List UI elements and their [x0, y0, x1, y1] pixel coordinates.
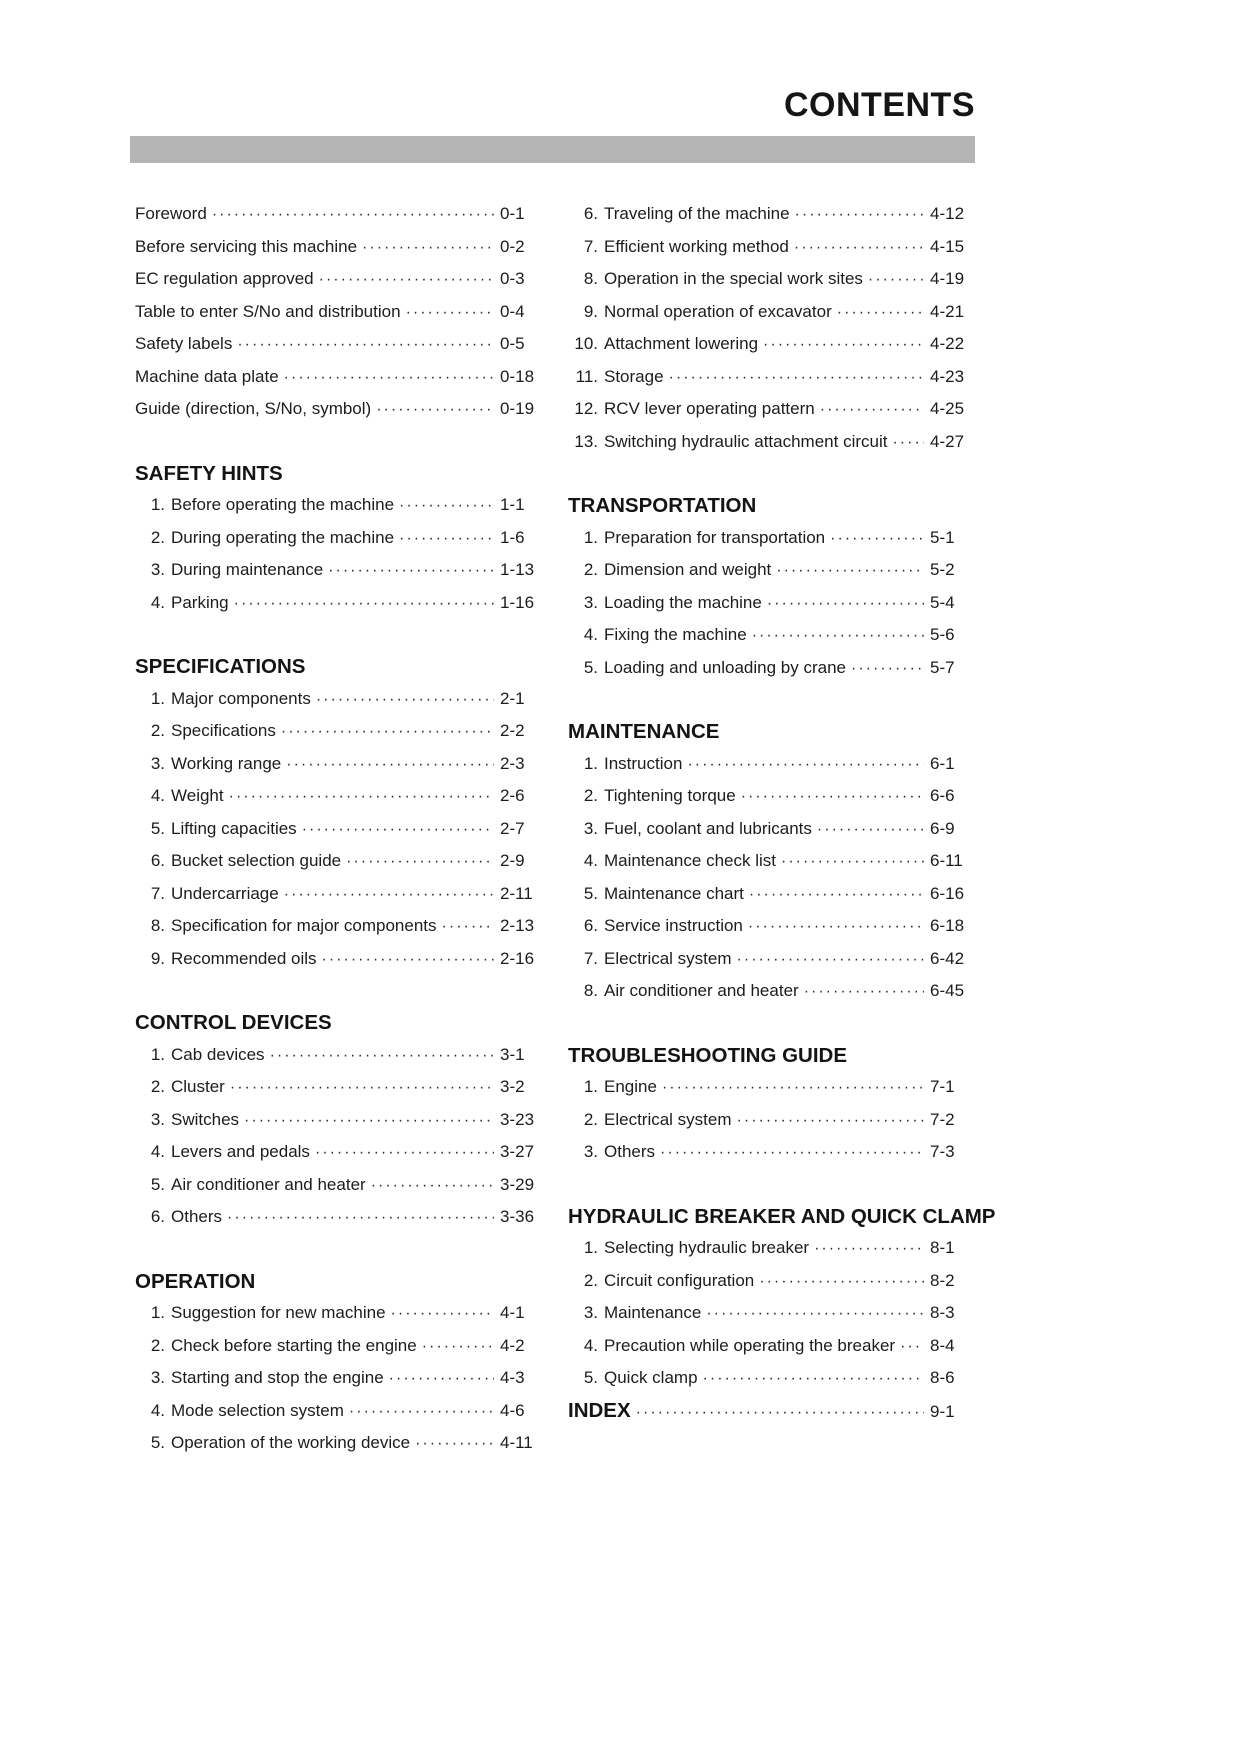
toc-entry-page: 2-2 [500, 721, 525, 740]
toc-entry-page: 0-2 [500, 236, 525, 256]
toc-entry-page: 3-27 [500, 1142, 535, 1161]
toc-section [135, 198, 540, 426]
section-heading: SPECIFICATIONS [135, 655, 306, 678]
toc-entry-label: 4. Levers and pedals [150, 1142, 310, 1161]
dot-leader [316, 683, 494, 716]
toc-entry [568, 1265, 970, 1298]
toc-section [568, 198, 970, 458]
toc-entry-page: 2-1 [500, 688, 525, 708]
toc-entry [568, 587, 970, 620]
dot-leader [389, 1362, 494, 1395]
toc-entry [568, 1232, 970, 1265]
dot-leader [270, 1039, 494, 1072]
toc-entry [135, 489, 540, 522]
section-heading: TRANSPORTATION [568, 494, 757, 517]
toc-section [135, 458, 540, 620]
toc-entry-page: 0-1 [500, 204, 525, 223]
toc-entry-page: 0-4 [500, 301, 525, 321]
dot-leader [741, 780, 924, 813]
section-heading: CONTROL DEVICES [135, 1011, 332, 1034]
toc-entry-page: 8-1 [930, 1238, 955, 1257]
toc-column-left [135, 198, 540, 1460]
dot-leader [763, 328, 924, 361]
toc-entry-label: 7. Efficient working method [583, 236, 789, 256]
toc-section [568, 1040, 970, 1169]
toc-entry-page: 4-12 [930, 204, 965, 223]
dot-leader [636, 1396, 924, 1429]
toc-entry [568, 198, 970, 231]
toc-entry-page: 5-1 [930, 527, 955, 547]
toc-entry [568, 910, 970, 943]
toc-entry-label: 2. Tightening torque [583, 786, 736, 805]
toc-entry-page: 8-2 [930, 1270, 955, 1290]
dot-leader [749, 878, 924, 911]
toc-entry-label: 6. Service instruction [583, 916, 743, 935]
toc-entry-label: 3. Loading the machine [583, 592, 762, 612]
toc-entry [135, 748, 540, 781]
toc-entry-page: 5-6 [930, 625, 955, 644]
toc-entry-page: 1-13 [500, 560, 535, 579]
toc-entry-page: 7-2 [930, 1109, 955, 1129]
toc-entry [568, 426, 970, 459]
toc-entry [568, 263, 970, 296]
toc-entry [135, 296, 540, 329]
toc-entry-label: 6. Others [150, 1207, 223, 1226]
dot-leader [767, 587, 924, 620]
section-heading: TROUBLESHOOTING GUIDE [568, 1043, 848, 1067]
toc-entry [135, 1362, 540, 1395]
toc-entry-label: 1. Preparation for transportation [583, 527, 826, 547]
toc-entry-label: 9. Recommended oils [150, 948, 317, 968]
toc-entry-page: 0-5 [500, 334, 525, 353]
dot-leader [284, 878, 494, 911]
toc-entry-label: EC regulation approved [135, 269, 314, 288]
toc-entry [135, 587, 540, 620]
toc-entry [568, 1136, 970, 1169]
toc-entry-label: 3. Maintenance [583, 1303, 702, 1322]
toc-entry [135, 1104, 540, 1137]
dot-leader [814, 1232, 924, 1265]
section-heading: MAINTENANCE [568, 720, 720, 743]
toc-section [568, 490, 970, 684]
toc-entry-label: 5. Maintenance chart [583, 883, 744, 903]
dot-leader [837, 296, 924, 329]
toc-entry [135, 780, 540, 813]
toc-entry-page: 6-11 [930, 851, 963, 870]
toc-entry-page: 4-27 [930, 431, 965, 451]
toc-entry [568, 652, 970, 685]
toc-entry-page: 6-1 [930, 753, 955, 773]
toc-section [568, 1395, 970, 1429]
toc-entry [568, 943, 970, 976]
toc-entry-page: 9-1 [930, 1401, 955, 1421]
toc-entry [135, 1395, 540, 1428]
toc-entry-label: 1. Cab devices [150, 1044, 265, 1064]
toc-entry-label: 1. Engine [583, 1077, 657, 1096]
toc-entry-page: 5-7 [930, 657, 955, 677]
toc-entry [135, 263, 540, 296]
toc-entry-page: 0-3 [500, 269, 525, 288]
dot-leader [212, 198, 494, 231]
toc-entry [135, 683, 540, 716]
dot-leader [315, 1136, 494, 1169]
toc-section [135, 1266, 540, 1460]
toc-entry-page: 3-29 [500, 1174, 535, 1194]
dot-leader [349, 1395, 494, 1428]
toc-entry-label: 2. Dimension and weight [583, 560, 772, 579]
toc-entry-page: 1-16 [500, 592, 535, 612]
toc-entry-page: 2-13 [500, 916, 535, 935]
toc-entry [135, 910, 540, 943]
toc-entry-page: 6-9 [930, 818, 955, 838]
dot-leader [892, 426, 924, 459]
toc-entry-page: 1-1 [500, 495, 525, 514]
toc-section [135, 1007, 540, 1234]
toc-entry-page: 6-42 [930, 948, 965, 968]
toc-entry-page: 7-1 [930, 1077, 955, 1096]
toc-entry-page: 4-23 [930, 366, 965, 386]
toc-entry-label: 3. Starting and stop the engine [150, 1368, 384, 1387]
toc-entry-page: 2-11 [500, 883, 533, 903]
toc-entry [135, 393, 540, 426]
toc-section [135, 651, 540, 975]
dot-leader [281, 715, 494, 748]
dot-leader [737, 1104, 924, 1137]
dot-leader [752, 619, 924, 652]
toc-entry [568, 975, 970, 1008]
dot-leader [737, 943, 924, 976]
dot-leader [346, 845, 494, 878]
toc-entry-page: 1-6 [500, 527, 525, 547]
toc-entry [568, 296, 970, 329]
toc-entry-page: 4-1 [500, 1303, 525, 1322]
toc-entry [135, 1039, 540, 1072]
toc-entry-label: 8. Specification for major components [150, 916, 437, 935]
toc-entry [568, 878, 970, 911]
toc-entry-label: 1. Before operating the machine [150, 495, 395, 514]
toc-entry-label: 5. Lifting capacities [150, 818, 297, 838]
toc-entry-page: 2-6 [500, 786, 525, 805]
toc-entry-page: 2-7 [500, 818, 525, 838]
toc-entry-label: 4. Maintenance check list [583, 851, 776, 870]
toc-entry-page: 8-3 [930, 1303, 955, 1322]
toc-entry-label: 2. Check before starting the engine [150, 1335, 417, 1355]
toc-entry-page: 5-2 [930, 560, 955, 579]
toc-entry [135, 554, 540, 587]
dot-leader [399, 489, 494, 522]
toc-entry-label: 4. Parking [150, 592, 229, 612]
toc-entry [135, 1330, 540, 1363]
toc-entry-page: 3-2 [500, 1077, 525, 1096]
toc-entry-label: Before servicing this machine [135, 236, 358, 256]
toc-entry [568, 554, 970, 587]
toc-entry-page: 2-3 [500, 753, 525, 773]
dot-leader [399, 522, 494, 555]
dot-leader [706, 1297, 924, 1330]
dot-leader [795, 198, 924, 231]
toc-entry-page: 4-22 [930, 334, 965, 353]
toc-entry-page: 0-18 [500, 366, 535, 386]
toc-entry-label: 9. Normal operation of excavator [583, 301, 832, 321]
page-title: CONTENTS [784, 86, 975, 124]
toc-entry-label: Machine data plate [135, 366, 279, 386]
dot-leader [415, 1427, 494, 1460]
toc-entry-page: 8-4 [930, 1335, 955, 1355]
toc-entry-page: 3-1 [500, 1044, 525, 1064]
toc-entry [568, 1071, 970, 1104]
toc-entry [135, 231, 540, 264]
dot-leader [227, 1201, 494, 1234]
toc-entry [135, 878, 540, 911]
toc-entry [135, 198, 540, 231]
dot-leader [422, 1330, 494, 1363]
toc-entry-label: 3. Others [583, 1142, 656, 1161]
toc-entry-page: 8-6 [930, 1368, 955, 1387]
dot-leader [794, 231, 924, 264]
toc-entry-label: 1. Instruction [583, 753, 683, 773]
dot-leader [662, 1071, 924, 1104]
toc-entry-label: 4. Weight [150, 786, 224, 805]
dot-leader [362, 231, 494, 264]
toc-entry [135, 328, 540, 361]
toc-entry [135, 361, 540, 394]
dot-leader [244, 1104, 494, 1137]
toc-entry-label: 11. Storage [575, 366, 664, 386]
toc-entry [135, 813, 540, 846]
dot-leader [286, 748, 494, 781]
dot-leader [229, 780, 494, 813]
toc-entry-page: 0-19 [500, 399, 535, 418]
section-heading: OPERATION [135, 1269, 256, 1293]
dot-leader [660, 1136, 924, 1169]
toc-entry-page: 4-19 [930, 269, 965, 288]
toc-entry-label: 1. Selecting hydraulic breaker [583, 1238, 810, 1257]
dot-leader [776, 554, 924, 587]
title-underline-bar [130, 136, 975, 163]
toc-section [568, 716, 970, 1008]
dot-leader [669, 361, 924, 394]
toc-entry-page: 3-23 [500, 1109, 535, 1129]
toc-entry-label: 4. Mode selection system [150, 1400, 344, 1420]
toc-entry [568, 1330, 970, 1363]
toc-entry-label: 5. Operation of the working device [150, 1433, 411, 1452]
toc-entry [135, 1201, 540, 1234]
dot-leader [817, 813, 924, 846]
toc-entry-label: 2. Cluster [150, 1077, 225, 1096]
dot-leader [820, 393, 924, 426]
toc-entry-page: 4-3 [500, 1368, 525, 1387]
toc-entry-label: Table to enter S/No and distribution [135, 301, 401, 321]
toc-entry-label: 13. Switching hydraulic attachment circuit [574, 431, 888, 451]
toc-entry-label: 6. Traveling of the machine [583, 204, 790, 223]
toc-entry-page: 4-21 [930, 301, 965, 321]
toc-entry [568, 393, 970, 426]
toc-entry-label: 2. Electrical system [583, 1109, 732, 1129]
toc-entry-label: 4. Precaution while operating the breaker [583, 1335, 896, 1355]
toc-entry-page: 4-11 [500, 1433, 533, 1452]
toc-entry-page: 3-36 [500, 1207, 535, 1226]
toc-entry [135, 1071, 540, 1104]
toc-entry-page: 6-16 [930, 883, 965, 903]
dot-leader [687, 748, 924, 781]
dot-leader [319, 263, 494, 296]
toc-column-right [568, 198, 996, 1428]
toc-entry-page: 6-45 [930, 981, 965, 1000]
dot-leader [230, 1071, 494, 1104]
dot-leader [406, 296, 494, 329]
toc-entry [135, 1297, 540, 1330]
toc-entry-label: 2. During operating the machine [150, 527, 395, 547]
toc-section [568, 1201, 996, 1395]
toc-entry [568, 328, 970, 361]
toc-entry-page: 5-4 [930, 592, 955, 612]
toc-entry [135, 943, 540, 976]
dot-leader [371, 1169, 494, 1202]
dot-leader [284, 361, 494, 394]
toc-entry-page: 2-9 [500, 851, 525, 870]
toc-entry-page: 6-18 [930, 916, 965, 935]
toc-entry [568, 780, 970, 813]
toc-entry-label: Guide (direction, S/No, symbol) [135, 399, 372, 418]
toc-entry-label: 2. Specifications [150, 721, 276, 740]
toc-entry-label: 2. Circuit configuration [583, 1270, 755, 1290]
toc-entry [568, 748, 970, 781]
toc-entry-label: 8. Air conditioner and heater [583, 981, 799, 1000]
toc-entry-label: 7. Undercarriage [150, 883, 279, 903]
toc-entry-label: 4. Fixing the machine [583, 625, 747, 644]
toc-entry [568, 619, 970, 652]
toc-entry-label: Foreword [135, 204, 207, 223]
dot-leader [234, 587, 494, 620]
dot-leader [237, 328, 494, 361]
toc-entry-page: 7-3 [930, 1142, 955, 1161]
dot-leader [703, 1362, 924, 1395]
dot-leader [868, 263, 924, 296]
section-heading: SAFETY HINTS [135, 461, 283, 485]
toc-entry-label: INDEX [568, 1398, 631, 1422]
toc-entry [568, 1297, 970, 1330]
toc-entry-page: 4-2 [500, 1335, 525, 1355]
toc-entry-label: 7. Electrical system [583, 948, 732, 968]
dot-leader [391, 1297, 494, 1330]
dot-leader [328, 554, 494, 587]
toc-entry [568, 231, 970, 264]
toc-entry-label: 10. Attachment lowering [574, 334, 759, 353]
toc-entry [568, 1104, 970, 1137]
toc-entry-label: 12. RCV lever operating pattern [574, 399, 815, 418]
toc-entry-page: 2-16 [500, 948, 535, 968]
dot-leader [804, 975, 924, 1008]
toc-entry [135, 1427, 540, 1460]
toc-entry [135, 1136, 540, 1169]
toc-entry-label: 1. Suggestion for new machine [150, 1303, 386, 1322]
toc-entry-page: 4-25 [930, 399, 965, 418]
dot-leader [830, 522, 924, 555]
toc-entry [568, 1395, 970, 1429]
dot-leader [302, 813, 494, 846]
toc-entry [568, 361, 970, 394]
dot-leader [376, 393, 494, 426]
dot-leader [322, 943, 494, 976]
toc-entry-page: 4-15 [930, 236, 965, 256]
toc-entry [135, 845, 540, 878]
toc-entry [135, 715, 540, 748]
dot-leader [442, 910, 494, 943]
toc-entry-label: 1. Major components [150, 688, 311, 708]
toc-entry-label: 5. Air conditioner and heater [150, 1174, 366, 1194]
dot-leader [900, 1330, 924, 1363]
toc-entry-label: 3. Switches [150, 1109, 240, 1129]
dot-leader [759, 1265, 924, 1298]
dot-leader [851, 652, 924, 685]
toc-entry [135, 1169, 540, 1202]
toc-entry [568, 1362, 970, 1395]
toc-entry-label: 5. Loading and unloading by crane [583, 657, 846, 677]
dot-leader [748, 910, 924, 943]
toc-entry-label: 3. Working range [150, 753, 282, 773]
toc-entry-label: 5. Quick clamp [583, 1368, 698, 1387]
toc-entry-label: 3. Fuel, coolant and lubricants [583, 818, 812, 838]
dot-leader [781, 845, 924, 878]
toc-entry [568, 522, 970, 555]
toc-entry [135, 522, 540, 555]
section-heading: HYDRAULIC BREAKER AND QUICK CLAMP [568, 1204, 996, 1228]
toc-entry-label: 3. During maintenance [150, 560, 324, 579]
toc-entry-page: 6-6 [930, 786, 955, 805]
toc-entry-label: 6. Bucket selection guide [150, 851, 342, 870]
toc-entry-page: 4-6 [500, 1400, 525, 1420]
toc-entry-label: Safety labels [135, 334, 233, 353]
toc-entry [568, 813, 970, 846]
toc-entry-label: 8. Operation in the special work sites [583, 269, 863, 288]
toc-entry [568, 845, 970, 878]
